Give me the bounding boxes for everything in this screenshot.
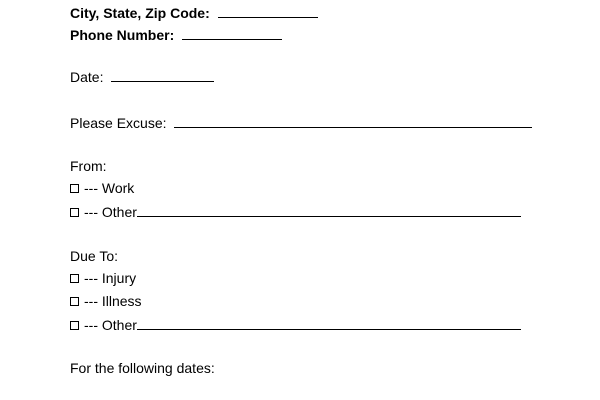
excuse-label: Please Excuse: [70,115,167,131]
due-to-option-label: --- Other [84,317,137,333]
from-option-work [70,179,134,197]
from-option-other [70,202,521,221]
excuse-row [70,113,532,132]
from-other-field[interactable] [137,202,521,217]
from-heading: From: [70,158,107,174]
city-state-zip-label: City, State, Zip Code: [70,5,210,21]
due-to-option-other [70,315,521,334]
due-to-option-label: --- Injury [84,270,137,286]
checkbox-illness[interactable] [70,297,79,306]
excuse-field[interactable] [174,113,532,128]
date-field[interactable] [111,67,214,82]
checkbox-work[interactable] [70,184,79,193]
checkbox-from-other[interactable] [70,208,79,217]
from-option-label: --- Work [84,180,135,196]
due-to-other-field[interactable] [137,315,521,330]
phone-number-row [70,25,282,44]
due-to-heading: Due To: [70,248,118,264]
due-to-option-label: --- Illness [84,293,142,309]
due-to-option-illness [70,292,142,310]
date-label: Date: [70,69,104,85]
phone-number-field[interactable] [182,25,282,40]
checkbox-injury[interactable] [70,274,79,283]
date-row [70,67,214,86]
city-state-zip-row [70,3,318,22]
city-state-zip-field[interactable] [218,3,318,18]
following-dates-label: For the following dates: [70,360,215,376]
phone-number-label: Phone Number: [70,27,175,43]
due-to-option-injury [70,269,136,287]
checkbox-due-to-other[interactable] [70,321,79,330]
from-option-label: --- Other [84,204,137,220]
